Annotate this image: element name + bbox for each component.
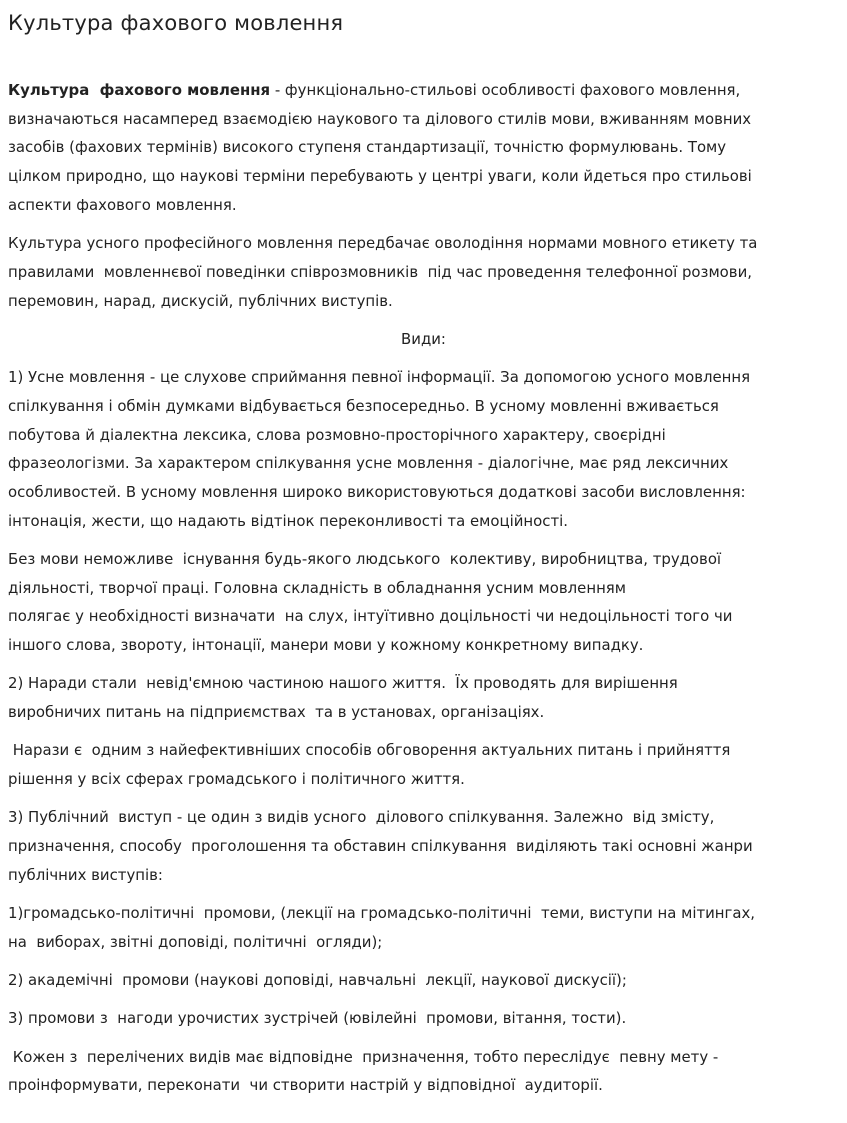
text-line: виробничих питань на підприємствах та в установах, організаціях. [8,703,545,722]
text-line: Нарази є одним з найефективніших способів обговорення актуальних питань і прийняття [8,741,731,760]
text-line: інтонація, жести, що надають відтінок переконливості та емоційності. [8,511,568,530]
list-item-academic-speeches [8,966,839,995]
list-item-political-speeches [8,899,839,956]
section-heading-types [8,325,839,354]
paragraph-oral-culture [8,229,839,315]
text-line: іншого слова, звороту, інтонації, манери мови у кожному конкретному випадку. [8,636,644,655]
text-line: цілком природно, що наукові терміни перебувають у центрі уваги, коли йдеться про стильові [8,167,752,186]
text-line: призначення, способу проголошення та обставин спілкування виділяють такі основні жанри [8,837,753,856]
text-line: публічних виступів: [8,865,163,884]
list-item-ceremonial-speeches [8,1004,839,1033]
text-line: фразеологізми. За характером спілкування усне мовлення - діалогічне, має ряд лексичних [8,454,729,473]
paragraph-public-speech [8,803,839,889]
paragraph-meetings-effectiveness [8,736,839,793]
paragraph-meetings [8,669,839,726]
paragraph-definition [8,76,839,220]
term-highlight: Культура фахового мовлення [8,81,271,99]
text-line: Види: [401,329,446,348]
text-line: 2) академічні промови (наукові доповіді, навчальні лекції, наукової дискусії); [8,971,627,990]
text-line: проінформувати, переконати чи створити настрій у відповідної аудиторії. [8,1076,603,1095]
text-line: 1)громадсько-політичні промови, (лекції на громадсько-політичні теми, виступи на мітингах, [8,904,756,923]
text-line: спілкування і обмін думками відбувається безпосередньо. В усному мовленні вживається [8,396,719,415]
paragraph-language-importance [8,545,839,660]
document-page [0,10,847,1100]
paragraph-oral-speech [8,363,839,535]
text-line: діяльності, творчої праці. Головна складність в обладнання усним мовленням [8,578,626,597]
text-line: - функціонально-стильові особливості фахового мовлення, [270,81,741,99]
text-line: 3) Публічний виступ - це один з видів усного ділового спілкування. Залежно від змісту, [8,808,715,827]
page-title: Культура фахового мовлення [8,11,344,35]
text-line: Без мови неможливе існування будь-якого людського колективу, виробництва, трудової [8,549,722,568]
text-line: 2) Наради стали невід'ємною частиною нашого життя. Їх проводять для вирішення [8,674,678,693]
text-line: особливостей. В усному мовлення широко використовуються додаткові засоби висловлення: [8,482,746,501]
text-line: Кожен з перелічених видів має відповідне призначення, тобто переслідує певну мету - [8,1047,719,1066]
text-line: засобів (фахових термінів) високого ступеня стандартизації, точністю формулювань. Тому [8,138,727,157]
text-line: аспекти фахового мовлення. [8,195,237,214]
text-line: на виборах, звітні доповіді, політичні огляди); [8,932,383,951]
document-body [8,76,839,1100]
text-line: 1) Усне мовлення - це слухове сприймання певної інформації. За допомогою усного мовлення [8,368,751,387]
text-line: рішення у всіх сферах громадського і політичного життя. [8,770,465,789]
text-line: правилами мовленнєвої поведінки співрозмовників під час проведення телефонної розмови, [8,262,752,281]
text-line: визначаються насамперед взаємодією наукового та ділового стилів мови, вживанням мовних [8,109,752,128]
text-line: побутова й діалектна лексика, слова розмовно-просторічного характеру, своєрідні [8,425,666,444]
text-line: 3) промови з нагоди урочистих зустрічей (ювілейні промови, вітання, тости). [8,1009,627,1028]
text-line: Культура усного професійного мовлення передбачає оволодіння нормами мовного етикету та [8,234,758,253]
text-line: полягає у необхідності визначати на слух, інтуїтивно доцільності чи недоцільності того чи [8,607,733,626]
text-line: перемовин, нарад, дискусій, публічних виступів. [8,291,393,310]
paragraph-conclusion [8,1043,839,1100]
